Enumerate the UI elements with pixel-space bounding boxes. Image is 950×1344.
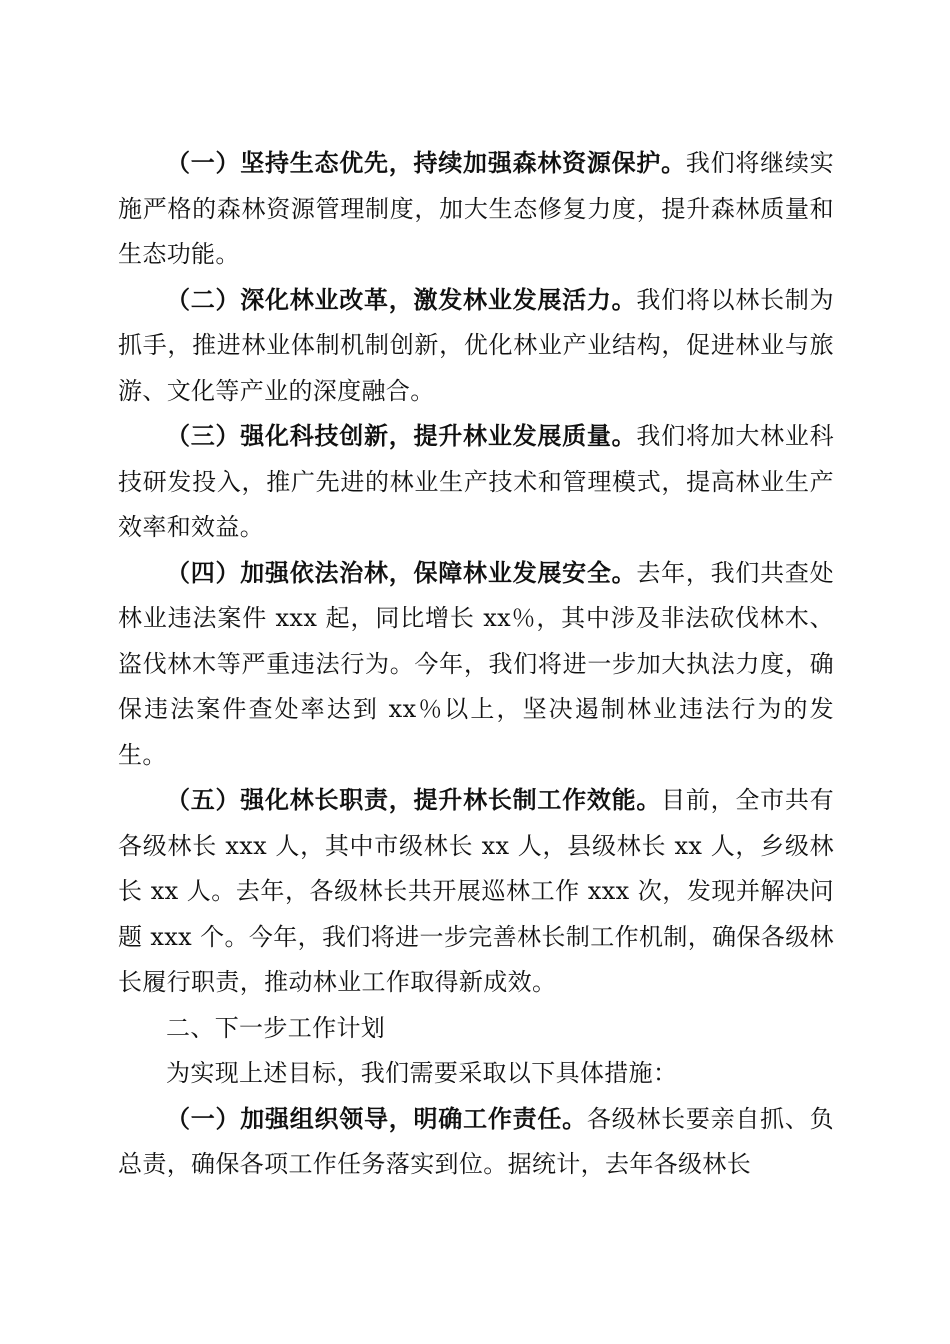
paragraph-lead: （五）强化林长职责，提升林长制工作效能。 — [166, 786, 662, 814]
paragraph-body: 我们将加大林业科技研发投入，推广先进的林业生产技术和管理模式，提高林业生产效率和效益。 — [118, 422, 834, 541]
paragraph-body: 我们将以林长制为抓手，推进林业体制机制创新，优化林业产业结构，促进林业与旅游、文化等产业的深度融合。 — [118, 285, 834, 405]
paragraph-body: 我们将继续实施严格的森林资源管理制度，加大生态修复力度，提升森林质量和生态功能。 — [118, 149, 834, 268]
paragraph-lead: （四）加强依法治林，保障林业发展安全。 — [166, 558, 637, 587]
paragraph-tech-innovation — [118, 414, 834, 551]
paragraph-lead: （三）强化科技创新，提升林业发展质量。 — [166, 422, 637, 450]
paragraph-body: 去年，我们共查处林业违法案件 xxx 起，同比增长 xx％，其中涉及非法砍伐林木、盗伐林木等严重违法行为。今年，我们将进一步加大执法力度，确保违法案件查处率达到 xx％以上，坚决遏制林业违法行为的发生。 — [118, 558, 834, 769]
paragraph-forestry-reform — [118, 278, 834, 415]
paragraph-forest-chief-duty — [118, 778, 834, 1006]
paragraph-lead: （二）深化林业改革，激发林业发展活力。 — [166, 285, 637, 314]
paragraph-lead: （一）坚持生态优先，持续加强森林资源保护。 — [166, 149, 686, 177]
paragraph-ecology-priority — [118, 141, 834, 278]
intro-paragraph: 为实现上述目标，我们需要采取以下具体措施： — [166, 1059, 678, 1087]
paragraph-body: 各级林长要亲自抓、负总责，确保各项工作任务落实到位。据统计，去年各级林长 — [118, 1104, 835, 1178]
section-heading: 二、下一步工作计划 — [166, 1013, 386, 1042]
paragraph-lead: （一）加强组织领导，明确工作责任。 — [166, 1104, 587, 1133]
paragraph-body: 目前，全市共有各级林长 xxx 人，其中市级林长 xx 人，县级林长 xx 人，乡级林长 xx 人。去年，各级林长共开展巡林工作 xxx 次，发现并解决问题 xxx 个。今年，我们将进一步完善林长制工作机制，确保各级林长履行职责，推动林业工作取得新成效。 — [118, 786, 835, 996]
paragraph-organization-leadership — [118, 1097, 834, 1188]
document-page — [118, 141, 834, 1188]
paragraph-law-enforcement — [118, 551, 834, 779]
